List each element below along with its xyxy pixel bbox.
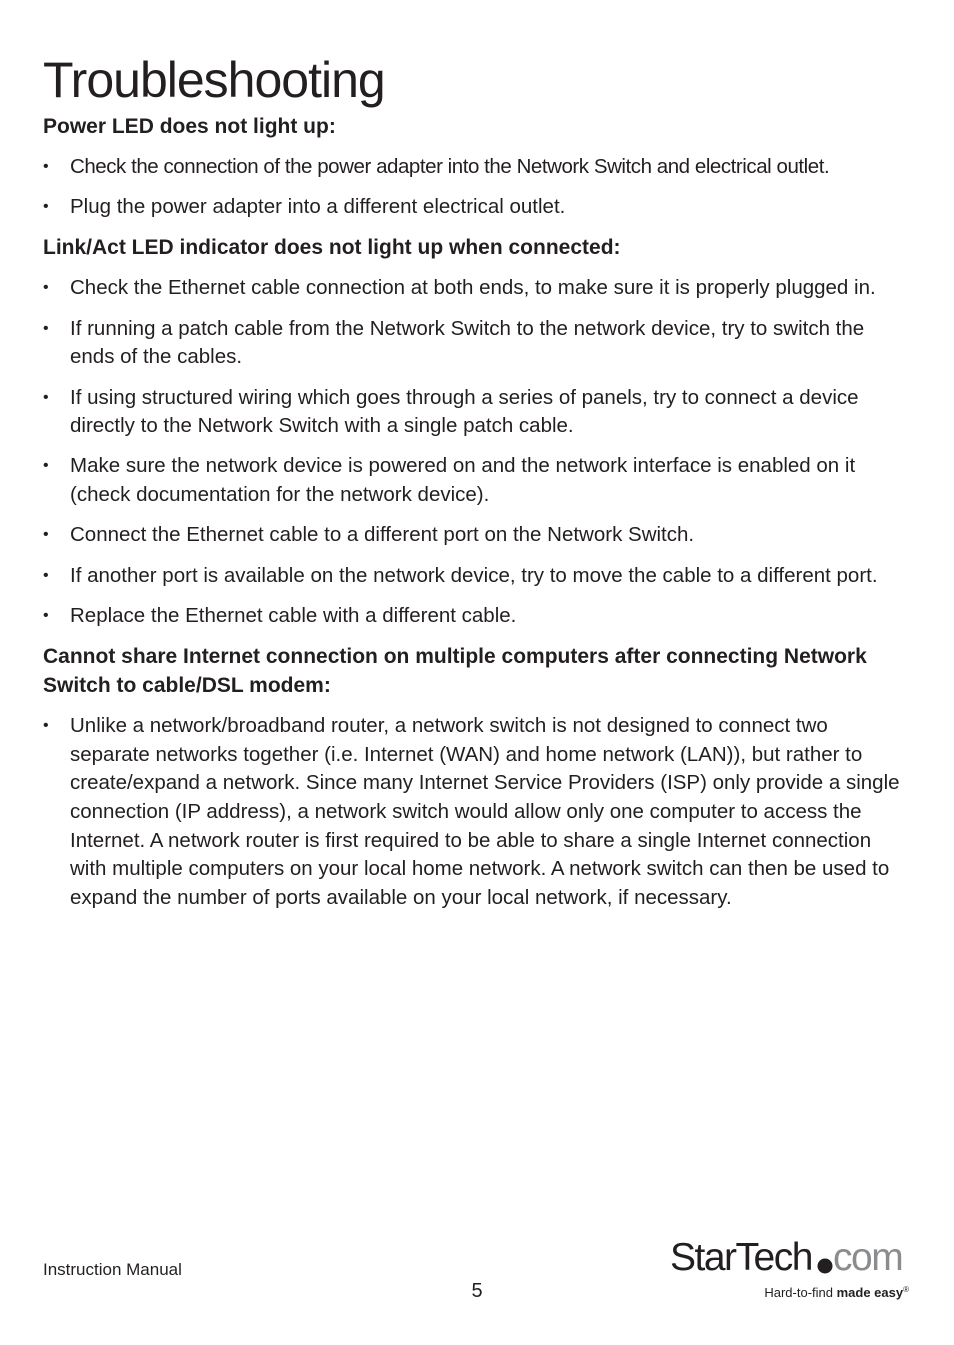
logo-suffix	[833, 1236, 902, 1279]
bullet-icon: •	[43, 158, 49, 175]
section-internet-sharing	[43, 642, 905, 913]
logo-registered-mark: ®	[903, 1285, 909, 1294]
list-item-text: If running a patch cable from the Network Switch to the network device, try to switch the ends of the cables.	[70, 316, 865, 369]
troubleshooting-content	[43, 112, 905, 924]
bullet-icon: •	[43, 457, 49, 475]
list-item	[43, 315, 905, 372]
logo-suffix-text: com	[833, 1236, 903, 1279]
list-item	[43, 452, 905, 509]
section-link-act-led	[43, 233, 905, 630]
bullet-icon: •	[43, 388, 49, 406]
list-item	[43, 193, 905, 222]
list-item-text: Replace the Ethernet cable with a different cable.	[70, 603, 517, 627]
logo-tagline-regular: Hard-to-find	[764, 1285, 837, 1300]
logo-dot-icon	[818, 1259, 833, 1274]
bullet-list	[43, 153, 905, 222]
list-item-text: Make sure the network device is powered on and the network interface is enabled on it (check documentation for the network device).	[70, 454, 856, 507]
list-item-text: If using structured wiring which goes through a series of panels, try to connect a device directly to the Network Switch with a single patch cable.	[70, 385, 859, 438]
bullet-icon: •	[43, 279, 49, 297]
bullet-icon: •	[43, 198, 49, 216]
startech-logo-graphic	[668, 1228, 913, 1308]
bullet-icon: •	[43, 716, 49, 734]
section-heading: Cannot share Internet connection on multiple computers after connecting Network Switch to cable/DSL modem:	[43, 644, 867, 697]
bullet-list	[43, 712, 905, 913]
list-item-text: Check the Ethernet cable connection at both ends, to make sure it is properly plugged in.	[70, 276, 876, 300]
list-item-text: Unlike a network/broadband router, a network switch is not designed to connect two separate networks together (i.e. Internet (WAN) and home network (LAN)), but rather to create/expand a network. Since many Internet Service Providers (ISP) only provide a single connection (IP address), a network switch would allow only one computer to access the Internet. A network router is first required to be able to share a single Internet connection with multiple computers on your local home network. A network switch can then be used to expand the number of ports available on your local network, if necessary.	[70, 713, 900, 910]
page-number: 5	[471, 1280, 483, 1302]
list-item-text: If another port is available on the network device, try to move the cable to a different port.	[70, 563, 878, 587]
logo-main-text: StarTech	[670, 1236, 812, 1279]
list-item-text: Connect the Ethernet cable to a different port on the Network Switch.	[70, 523, 695, 547]
logo-tagline-bold: made easy	[836, 1285, 904, 1300]
section-power-led	[43, 112, 905, 222]
startech-logo	[668, 1228, 913, 1308]
list-item	[43, 521, 905, 550]
section-heading: Power LED does not light up:	[43, 115, 336, 138]
footer-manual-label: Instruction Manual	[43, 1260, 182, 1279]
list-item	[43, 274, 905, 303]
list-item	[43, 562, 905, 591]
logo-wordmark	[670, 1236, 812, 1279]
list-item-text: Plug the power adapter into a different electrical outlet.	[70, 195, 566, 219]
logo-tagline	[764, 1285, 909, 1300]
list-item	[43, 384, 905, 441]
bullet-icon: •	[43, 319, 49, 337]
list-item	[43, 602, 905, 631]
bullet-list	[43, 274, 905, 630]
bullet-icon: •	[43, 566, 49, 584]
list-item-text: Check the connection of the power adapter into the Network Switch and electrical outlet.	[70, 155, 830, 178]
section-heading: Link/Act LED indicator does not light up when connected:	[43, 236, 621, 260]
list-item	[43, 712, 905, 913]
bullet-icon: •	[43, 606, 49, 624]
page-title: Troubleshooting	[43, 52, 385, 108]
bullet-icon: •	[43, 526, 49, 544]
list-item	[43, 153, 905, 182]
